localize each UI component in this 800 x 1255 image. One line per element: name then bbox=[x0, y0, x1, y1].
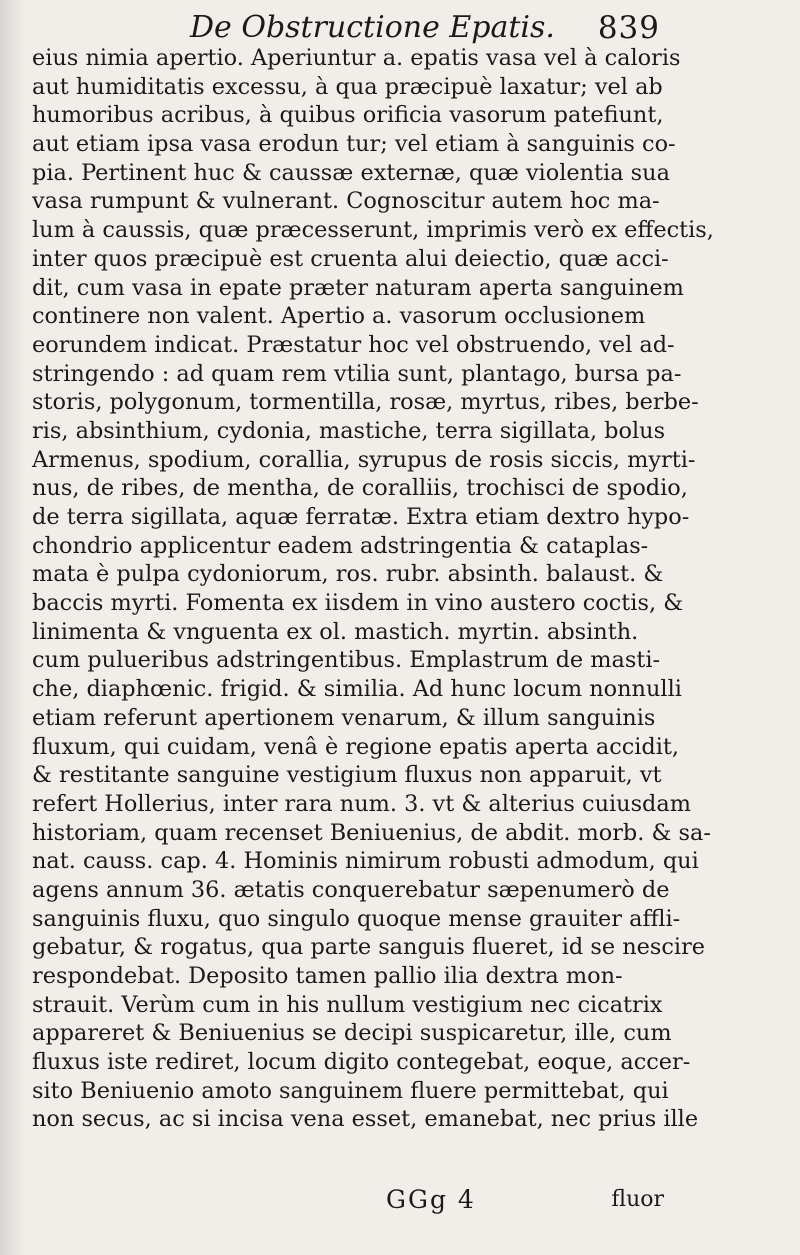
text-line: Armenus, spodium, corallia, syrupus de rosis siccis, myrti- bbox=[32, 446, 696, 473]
text-line: humoribus acribus, à quibus orificia vasorum patefiunt, bbox=[32, 102, 664, 129]
text-line: linimenta & vnguenta ex ol. mastich. myrtin. absinth. bbox=[32, 618, 639, 645]
text-line: eius nimia apertio. Aperiuntur a. epatis vasa vel à caloris bbox=[32, 45, 681, 71]
text-line: etiam referunt apertionem venarum, & illum sanguinis bbox=[32, 704, 656, 731]
text-line: aut etiam ipsa vasa erodun tur; vel etiam à sanguinis co- bbox=[32, 131, 676, 158]
text-line: che, diaphœnic. frigid. & similia. Ad hunc locum nonnulli bbox=[32, 676, 682, 703]
text-line: historiam, quam recenset Beniuenius, de abdit. morb. & sa- bbox=[32, 819, 711, 846]
text-line: non secus, ac si incisa vena esset, emanebat, nec prius ille bbox=[32, 1106, 699, 1133]
text-line: pia. Pertinent huc & caussæ externæ, quæ violentia sua bbox=[32, 159, 670, 186]
text-line: nus, de ribes, de mentha, de coralliis, trochisci de spodio, bbox=[32, 475, 688, 502]
text-line: lum à caussis, quæ præcesserunt, imprimis verò ex effectis, bbox=[32, 217, 714, 244]
text-line: fluxum, qui cuidam, venâ è regione epatis aperta accidit, bbox=[32, 733, 680, 760]
text-line: continere non valent. Apertio a. vasorum occlusionem bbox=[32, 303, 646, 330]
text-line: chondrio applicentur eadem adstringentia & cataplas- bbox=[32, 532, 649, 559]
text-line: cum pulueribus adstringentibus. Emplastrum de masti- bbox=[32, 647, 661, 674]
text-line: aut humiditatis excessu, à qua præcipuè laxatur; vel ab bbox=[32, 73, 663, 100]
text-line: baccis myrti. Fomenta ex iisdem in vino austero coctis, & bbox=[32, 590, 684, 617]
text-line: gebatur, & rogatus, qua parte sanguis flueret, id se nescire bbox=[32, 934, 706, 961]
text-line: eorundem indicat. Præstatur hoc vel obstruendo, vel ad- bbox=[32, 331, 675, 358]
page-footer bbox=[0, 1180, 800, 1220]
text-line: stringendo : ad quam rem vtilia sunt, plantago, bursa pa- bbox=[32, 360, 682, 387]
text-line: mata è pulpa cydoniorum, ros. rubr. absinth. balaust. & bbox=[32, 561, 664, 588]
text-line: storis, polygonum, tormentilla, rosæ, myrtus, ribes, berbe- bbox=[32, 389, 699, 416]
text-line: vasa rumpunt & vulnerant. Cognoscitur autem hoc ma- bbox=[32, 188, 660, 215]
text-line: nat. causs. cap. 4. Hominis nimirum robusti admodum, qui bbox=[32, 848, 699, 875]
text-line: de terra sigillata, aquæ ferratæ. Extra etiam dextro hypo- bbox=[32, 504, 690, 530]
page-number: 839 bbox=[597, 10, 660, 46]
text-line: strauit. Verùm cum in his nullum vestigium nec cicatrix bbox=[32, 991, 663, 1018]
body-text bbox=[32, 44, 770, 1134]
text-line: inter quos præcipuè est cruenta alui deiectio, quæ acci- bbox=[32, 245, 669, 272]
text-line: refert Hollerius, inter rara num. 3. vt & alterius cuiusdam bbox=[32, 790, 691, 817]
running-head: De Obstructione Epatis. bbox=[190, 10, 555, 45]
text-line: sito Beniuenio amoto sanguinem fluere permittebat, qui bbox=[32, 1077, 669, 1104]
text-line: fluxus iste rediret, locum digito contegebat, eoque, accer- bbox=[32, 1049, 691, 1076]
text-line: & restitante sanguine vestigium fluxus non apparuit, vt bbox=[32, 762, 662, 789]
catchword: fluor bbox=[611, 1187, 664, 1212]
text-line: dit, cum vasa in epate præter naturam aperta sanguinem bbox=[32, 274, 684, 301]
text-line: sanguinis fluxu, quo singulo quoque mense grauiter affli- bbox=[32, 905, 681, 932]
text-line: agens annum 36. ætatis conquerebatur sæpenumerò de bbox=[32, 876, 670, 903]
text-line: appareret & Beniuenius se decipi suspicaretur, ille, cum bbox=[32, 1020, 672, 1047]
text-line: respondebat. Deposito tamen pallio ilia dextra mon- bbox=[32, 963, 623, 989]
text-line: ris, absinthium, cydonia, mastiche, terra sigillata, bolus bbox=[32, 417, 666, 444]
signature-mark: GGg 4 bbox=[386, 1185, 476, 1214]
